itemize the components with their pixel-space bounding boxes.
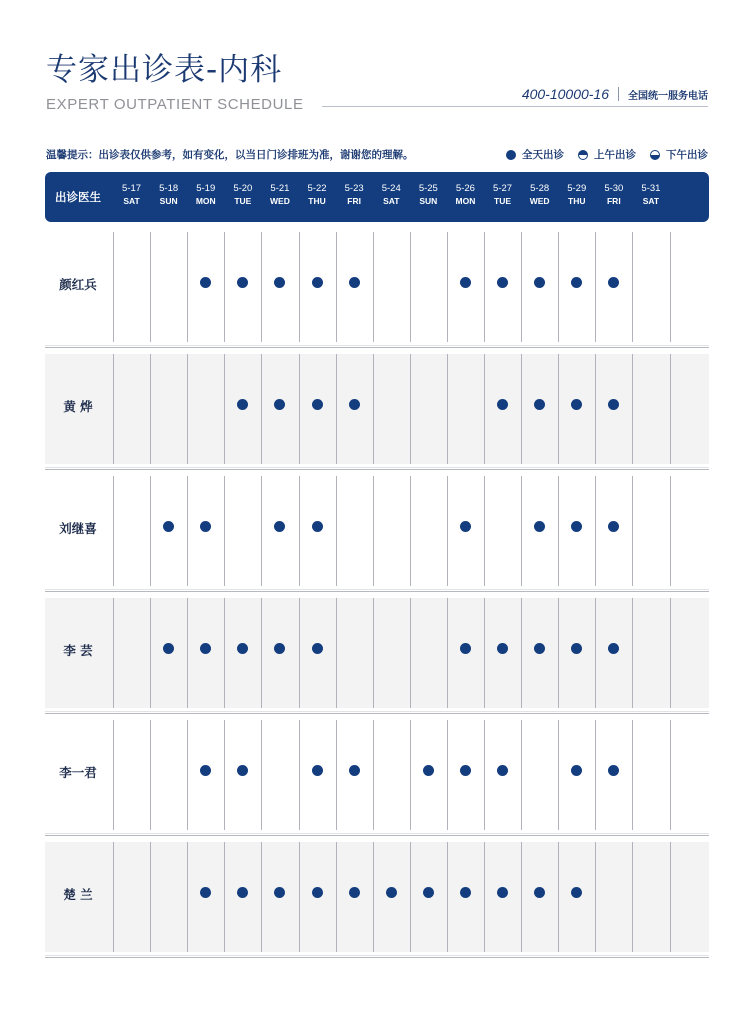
top-half-circle-icon bbox=[578, 150, 588, 160]
legend-item-full bbox=[506, 147, 564, 162]
day-header bbox=[373, 182, 410, 208]
full-day-dot-icon bbox=[349, 399, 360, 410]
full-day-dot-icon bbox=[608, 399, 619, 410]
column-divider bbox=[447, 232, 448, 342]
day-header bbox=[187, 182, 224, 208]
column-divider bbox=[670, 232, 671, 342]
schedule-row bbox=[45, 836, 709, 958]
day-weekday: TUE bbox=[234, 196, 252, 206]
day-header bbox=[113, 182, 150, 208]
hotline-number: 400-10000-16 bbox=[521, 86, 609, 102]
column-divider bbox=[224, 476, 225, 586]
full-day-dot-icon bbox=[237, 277, 248, 288]
day-date: 5-23 bbox=[344, 183, 364, 194]
day-weekday: TUE bbox=[494, 196, 512, 206]
column-divider bbox=[187, 842, 188, 952]
day-header bbox=[595, 182, 632, 208]
column-divider bbox=[261, 232, 262, 342]
full-day-dot-icon bbox=[460, 277, 471, 288]
full-day-dot-icon bbox=[200, 521, 211, 532]
full-day-dot-icon bbox=[534, 643, 545, 654]
legend-item-am bbox=[578, 147, 636, 162]
day-weekday: SUN bbox=[159, 196, 178, 206]
column-divider bbox=[150, 476, 151, 586]
column-divider bbox=[187, 476, 188, 586]
full-day-dot-icon bbox=[571, 399, 582, 410]
column-divider bbox=[113, 476, 114, 586]
column-divider bbox=[484, 598, 485, 708]
full-day-dot-icon bbox=[349, 277, 360, 288]
column-divider bbox=[410, 720, 411, 830]
column-divider bbox=[558, 476, 559, 586]
column-divider bbox=[299, 476, 300, 586]
hotline-label: 全国统一服务电话 bbox=[628, 90, 708, 102]
column-divider bbox=[150, 720, 151, 830]
day-weekday: SAT bbox=[383, 196, 400, 206]
row-divider-thin bbox=[45, 467, 709, 468]
full-day-dot-icon bbox=[386, 887, 397, 898]
column-divider bbox=[113, 354, 114, 464]
column-divider bbox=[113, 720, 114, 830]
day-header bbox=[558, 182, 595, 208]
full-day-dot-icon bbox=[571, 887, 582, 898]
column-divider bbox=[113, 598, 114, 708]
column-divider bbox=[336, 476, 337, 586]
legend bbox=[506, 147, 708, 162]
doctor-name: 黄 烨 bbox=[63, 399, 93, 414]
column-divider bbox=[261, 354, 262, 464]
full-day-dot-icon bbox=[312, 887, 323, 898]
column-divider bbox=[187, 232, 188, 342]
full-day-dot-icon bbox=[460, 887, 471, 898]
column-divider bbox=[484, 476, 485, 586]
full-day-dot-icon bbox=[534, 399, 545, 410]
column-divider bbox=[410, 476, 411, 586]
full-day-dot-icon bbox=[608, 521, 619, 532]
full-day-dot-icon bbox=[274, 399, 285, 410]
page-title: 专家出诊表-内科 bbox=[46, 52, 283, 88]
column-divider bbox=[521, 598, 522, 708]
day-header bbox=[521, 182, 558, 208]
schedule-row bbox=[45, 592, 709, 714]
column-divider bbox=[150, 232, 151, 342]
column-divider bbox=[373, 232, 374, 342]
day-weekday: WED bbox=[270, 196, 290, 206]
full-day-dot-icon bbox=[312, 521, 323, 532]
column-divider bbox=[261, 598, 262, 708]
column-divider bbox=[558, 720, 559, 830]
full-day-dot-icon bbox=[237, 399, 248, 410]
day-date: 5-17 bbox=[122, 183, 142, 194]
column-divider bbox=[336, 842, 337, 952]
column-divider bbox=[299, 232, 300, 342]
column-divider bbox=[447, 720, 448, 830]
column-divider bbox=[484, 232, 485, 342]
full-day-dot-icon bbox=[497, 277, 508, 288]
doctor-name: 楚 兰 bbox=[63, 887, 93, 902]
column-divider bbox=[261, 842, 262, 952]
column-divider bbox=[595, 476, 596, 586]
column-divider bbox=[187, 598, 188, 708]
column-divider bbox=[595, 354, 596, 464]
day-weekday: SAT bbox=[123, 196, 140, 206]
column-divider bbox=[521, 354, 522, 464]
column-divider bbox=[373, 598, 374, 708]
column-divider bbox=[447, 354, 448, 464]
column-divider bbox=[484, 842, 485, 952]
column-divider bbox=[373, 720, 374, 830]
column-divider bbox=[632, 842, 633, 952]
full-day-dot-icon bbox=[534, 887, 545, 898]
column-divider bbox=[595, 720, 596, 830]
column-divider bbox=[632, 720, 633, 830]
day-weekday: THU bbox=[308, 196, 326, 206]
column-divider bbox=[558, 842, 559, 952]
doctor-column-header: 出诊医生 bbox=[55, 190, 101, 204]
day-weekday: SUN bbox=[419, 196, 438, 206]
column-divider bbox=[670, 720, 671, 830]
hotline-divider bbox=[618, 87, 619, 101]
schedule-row bbox=[45, 470, 709, 592]
day-header bbox=[336, 182, 373, 208]
full-day-dot-icon bbox=[312, 399, 323, 410]
column-divider bbox=[187, 720, 188, 830]
day-weekday: MON bbox=[195, 196, 216, 206]
legend-label: 上午出诊 bbox=[594, 149, 636, 161]
column-divider bbox=[670, 354, 671, 464]
column-divider bbox=[521, 232, 522, 342]
full-day-dot-icon bbox=[571, 765, 582, 776]
full-day-dot-icon bbox=[534, 521, 545, 532]
full-day-dot-icon bbox=[274, 887, 285, 898]
day-header bbox=[150, 182, 187, 208]
column-divider bbox=[632, 598, 633, 708]
day-date: 5-29 bbox=[567, 183, 587, 194]
column-divider bbox=[261, 476, 262, 586]
full-day-dot-icon bbox=[460, 521, 471, 532]
column-divider bbox=[113, 842, 114, 952]
full-day-dot-icon bbox=[237, 643, 248, 654]
full-day-dot-icon bbox=[163, 643, 174, 654]
page-subtitle: EXPERT OUTPATIENT SCHEDULE bbox=[46, 96, 304, 113]
row-divider-thin bbox=[45, 711, 709, 712]
notice-bar bbox=[46, 147, 708, 162]
column-divider bbox=[373, 354, 374, 464]
column-divider bbox=[410, 232, 411, 342]
full-day-dot-icon bbox=[571, 277, 582, 288]
day-weekday: WED bbox=[529, 196, 550, 206]
doctor-name: 刘继喜 bbox=[59, 521, 97, 536]
day-date: 5-22 bbox=[307, 183, 327, 194]
day-date: 5-31 bbox=[641, 183, 661, 194]
legend-label: 全天出诊 bbox=[522, 149, 564, 161]
day-date: 5-20 bbox=[233, 183, 253, 194]
schedule-header bbox=[45, 172, 709, 222]
column-divider bbox=[447, 476, 448, 586]
full-day-dot-icon bbox=[497, 887, 508, 898]
column-divider bbox=[632, 476, 633, 586]
column-divider bbox=[224, 720, 225, 830]
column-divider bbox=[373, 476, 374, 586]
column-divider bbox=[113, 232, 114, 342]
day-header bbox=[447, 182, 484, 208]
day-weekday: SAT bbox=[642, 196, 660, 206]
row-divider bbox=[45, 957, 709, 958]
column-divider bbox=[299, 354, 300, 464]
column-divider bbox=[670, 476, 671, 586]
column-divider bbox=[447, 598, 448, 708]
row-divider-thin bbox=[45, 833, 709, 834]
full-day-dot-icon bbox=[460, 765, 471, 776]
full-day-dot-icon bbox=[237, 765, 248, 776]
column-divider bbox=[336, 232, 337, 342]
column-divider bbox=[261, 720, 262, 830]
column-divider bbox=[558, 232, 559, 342]
column-divider bbox=[224, 354, 225, 464]
full-day-dot-icon bbox=[200, 643, 211, 654]
full-day-dot-icon bbox=[200, 887, 211, 898]
day-date: 5-21 bbox=[270, 183, 290, 194]
column-divider bbox=[336, 720, 337, 830]
column-divider bbox=[224, 842, 225, 952]
day-date: 5-26 bbox=[455, 183, 475, 194]
day-date: 5-30 bbox=[604, 183, 624, 194]
column-divider bbox=[484, 354, 485, 464]
full-day-dot-icon bbox=[608, 765, 619, 776]
doctor-name: 颜红兵 bbox=[59, 277, 97, 292]
row-shading bbox=[45, 842, 709, 952]
day-weekday: FRI bbox=[347, 196, 361, 206]
schedule-row bbox=[45, 348, 709, 470]
full-day-dot-icon bbox=[571, 643, 582, 654]
column-divider bbox=[558, 598, 559, 708]
full-day-dot-icon bbox=[534, 277, 545, 288]
full-day-dot-icon bbox=[274, 643, 285, 654]
full-day-dot-icon bbox=[423, 765, 434, 776]
day-weekday: MON bbox=[455, 196, 476, 206]
row-divider-thin bbox=[45, 589, 709, 590]
column-divider bbox=[521, 476, 522, 586]
full-day-dot-icon bbox=[163, 521, 174, 532]
column-divider bbox=[447, 842, 448, 952]
column-divider bbox=[595, 232, 596, 342]
column-divider bbox=[150, 598, 151, 708]
column-divider bbox=[670, 842, 671, 952]
column-divider bbox=[150, 354, 151, 464]
column-divider bbox=[595, 598, 596, 708]
day-weekday: FRI bbox=[606, 196, 621, 206]
full-day-dot-icon bbox=[312, 277, 323, 288]
day-weekday: THU bbox=[568, 196, 586, 206]
column-divider bbox=[410, 598, 411, 708]
full-day-dot-icon bbox=[349, 887, 360, 898]
bottom-half-circle-icon bbox=[650, 150, 660, 160]
column-divider bbox=[632, 354, 633, 464]
column-divider bbox=[299, 598, 300, 708]
day-header bbox=[261, 182, 298, 208]
full-day-dot-icon bbox=[608, 643, 619, 654]
column-divider bbox=[187, 354, 188, 464]
full-day-dot-icon bbox=[497, 765, 508, 776]
full-day-dot-icon bbox=[423, 887, 434, 898]
day-header bbox=[410, 182, 447, 208]
full-day-dot-icon bbox=[274, 521, 285, 532]
row-divider-thin bbox=[45, 345, 709, 346]
day-date: 5-27 bbox=[493, 183, 513, 194]
day-header bbox=[632, 182, 669, 208]
full-day-dot-icon bbox=[274, 277, 285, 288]
column-divider bbox=[521, 720, 522, 830]
day-date: 5-28 bbox=[530, 183, 550, 194]
column-divider bbox=[224, 232, 225, 342]
column-divider bbox=[150, 842, 151, 952]
day-date: 5-19 bbox=[196, 183, 216, 194]
legend-item-pm bbox=[650, 147, 708, 162]
column-divider bbox=[670, 598, 671, 708]
full-day-dot-icon bbox=[497, 399, 508, 410]
column-divider bbox=[595, 842, 596, 952]
full-day-dot-icon bbox=[312, 643, 323, 654]
doctor-name: 李一君 bbox=[59, 765, 97, 780]
day-header bbox=[299, 182, 336, 208]
schedule-row bbox=[45, 226, 709, 348]
day-date: 5-24 bbox=[381, 183, 401, 194]
full-day-dot-icon bbox=[608, 277, 619, 288]
legend-label: 下午出诊 bbox=[666, 149, 708, 161]
column-divider bbox=[373, 842, 374, 952]
day-date: 5-18 bbox=[159, 183, 179, 194]
column-divider bbox=[299, 720, 300, 830]
full-day-dot-icon bbox=[497, 643, 508, 654]
schedule-row bbox=[45, 714, 709, 836]
column-divider bbox=[558, 354, 559, 464]
column-divider bbox=[336, 354, 337, 464]
notice-text: 温馨提示：出诊表仅供参考，如有变化，以当日门诊排班为准，谢谢您的理解。 bbox=[46, 149, 414, 161]
column-divider bbox=[632, 232, 633, 342]
full-day-dot-icon bbox=[460, 643, 471, 654]
row-divider-thin bbox=[45, 955, 709, 956]
full-day-dot-icon bbox=[200, 277, 211, 288]
doctor-name: 李 芸 bbox=[63, 643, 93, 658]
filled-circle-icon bbox=[506, 150, 516, 160]
day-date: 5-25 bbox=[418, 183, 438, 194]
subtitle-divider bbox=[322, 106, 708, 107]
day-header bbox=[224, 182, 261, 208]
column-divider bbox=[410, 842, 411, 952]
column-divider bbox=[224, 598, 225, 708]
column-divider bbox=[484, 720, 485, 830]
full-day-dot-icon bbox=[349, 765, 360, 776]
column-divider bbox=[299, 842, 300, 952]
column-divider bbox=[521, 842, 522, 952]
column-divider bbox=[336, 598, 337, 708]
column-divider bbox=[410, 354, 411, 464]
day-header bbox=[484, 182, 521, 208]
hotline bbox=[522, 86, 708, 102]
full-day-dot-icon bbox=[200, 765, 211, 776]
full-day-dot-icon bbox=[237, 887, 248, 898]
full-day-dot-icon bbox=[571, 521, 582, 532]
full-day-dot-icon bbox=[312, 765, 323, 776]
